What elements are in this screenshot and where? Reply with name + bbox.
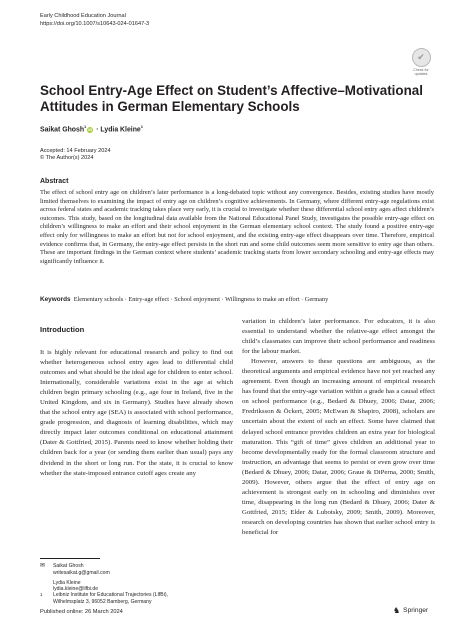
copyright-line: © The Author(s) 2024 [40,155,94,162]
accepted-date: Accepted: 14 February 2024 [40,148,111,154]
journal-header [40,12,149,28]
corresponding-email[interactable]: writesaikat.g@gmail.com [53,569,110,576]
author-list [40,124,143,133]
keywords-label: Keywords [40,296,71,303]
doi-link[interactable]: https://doi.org/10.1007/s10643-024-01647-3 [40,21,150,27]
introduction-heading: Introduction [40,325,85,334]
article-title: School Entry-Age Effect on Student’s Affective–Motivational Attitudes in German Elementary Schools [40,83,423,115]
check-for-updates-badge[interactable] [407,48,435,76]
body-paragraph: However, answers to these questions are ambiguous, as the theoretical arguments and empirical evidence have not yet reached any agreement. Even though an increasing amount of empirical research has found that the entry-age variation within a grade has a causal effect on school performance (e.g., Bedard & Dhuey, 2006; Datar, 2006; Fredriksson & Öckert, 2005; McEwan & Shapiro, 2008), scholars are uncertain about the extent of such an effect. Some have claimed that delayed school entrance provides children an extra year for biological maturation. This “gift of time” gives children an additional year to become developmentally ready for the formal classroom structure and instruction, an advantage that seems to persist or even grow over time (Bedard & Dhuey, 2006; Datar, 2006; Graue & DiPerna, 2000; Smith, 2009). However, others argue that the effect of entry age on achievement is strongest early on in schooling and diminishes over time, disappearing in the long run (Bedard & Dhuey, 2006; Dater & Gottfried, 2015; Elder & Lubotsky, 2009; Smith, 2009). Moreover, research on developing countries has shown that earlier school entry is beneficial for [242,358,435,536]
correspondence-block [53,563,110,593]
orcid-icon[interactable]: iD [88,127,93,133]
corresponding-author: Saikat Ghosh [53,563,84,569]
abstract-text: The effect of school entry age on children’s later performance is a long-debated topic without any convergence. Besides, existing studies have mostly limited themselves to examining the impact of entry age on children’s cognitive achievements. In Germany, where different entry-age regulations exist across federal states and academic tracking takes place very early, it is crucial to investigate whether these differential school entry ages affect children’s outcomes. This study, based on the longitudinal data available from the National Educational Panel Study, investigates the possible entry-age effect on children’s willingness to make an effort and their school enjoyment in the German elementary school context. The study found a positive entry-age effect only for willingness to make an effort but not for school enjoyment, and the existing entry-age effect disappears over time. Therefore, empirical evidence confirms that, in Germany, the entry-age effect persists in the short run and some child outcomes seem more sensitive to entry age than others. These are important findings in the German context where students’ academic tracking starts from lower secondary schooling and entry-age effects may significantly influence it. [40,189,434,265]
affiliation-marker: 1 [84,124,87,129]
publisher-name: Springer [403,607,429,614]
badge-text-line2: updates [414,72,428,77]
keywords-section [40,296,434,304]
affiliation-number: 1 [40,592,43,597]
check-updates-icon: ✔ [412,48,431,67]
published-date: Published online: 26 March 2024 [40,609,123,615]
coauthor-email[interactable]: lydia.kleine@lifbi.de [53,586,99,593]
affiliation-line: Wilhelmsplatz 3, 96052 Bamberg, Germany [53,598,152,605]
author-name[interactable]: Lydia Kleine [100,126,141,134]
body-column-left [40,348,233,479]
author-name[interactable]: Saikat Ghosh [40,126,85,134]
coauthor-name: Lydia Kleine [53,579,81,586]
affiliation-marker: 1 [140,124,143,129]
author-separator: · [94,126,101,134]
affiliation-block [53,592,168,606]
body-paragraph: It is highly relevant for educational research and policy to find out whether heterogeneous school entry ages lead to differential child outcomes and what should be the ideal age for children to enter school. Internationally, considerable variations exist in the age at which children begin primary schooling (e.g., age four in Ireland, five in the United Kingdom, and six in Germany). Studies have already shown that the school entry age (SEA) is associated with school performance, grade progression, and diagnosis of learning disabilities, which may directly impact later outcomes conditional on educational attainment (Dater & Gottfried, 2015). Parents need to know whether holding their children back for a year (or sending them earlier than usual) pays any dividend in the short or long run. For the state, it is crucial to know whether the state-imposed entrance cutoff ages create any [40,349,233,477]
article-dates [40,148,111,163]
badge-text-line1: Check for [413,68,429,72]
springer-horse-icon: ♞ [393,606,401,615]
journal-name: Early Childhood Education Journal [40,13,126,19]
footnote-divider [40,558,100,559]
affiliation-line: Leibniz Institute for Educational Trajectories (LIfBi), [53,592,168,598]
body-paragraph: variation in children’s later performance. For educators, it is also essential to understand whether the relative-age effect amongst the child’s classmates can improve their school performance and readiness for the labour market. [242,318,435,356]
envelope-icon: ✉ [40,563,46,569]
keywords-list: Elementary schools · Entry-age effect · School enjoyment · Willingness to make an effort · Germany [73,296,329,303]
publisher-logo[interactable] [393,606,428,615]
abstract-heading: Abstract [40,178,69,185]
body-column-right [242,317,435,538]
